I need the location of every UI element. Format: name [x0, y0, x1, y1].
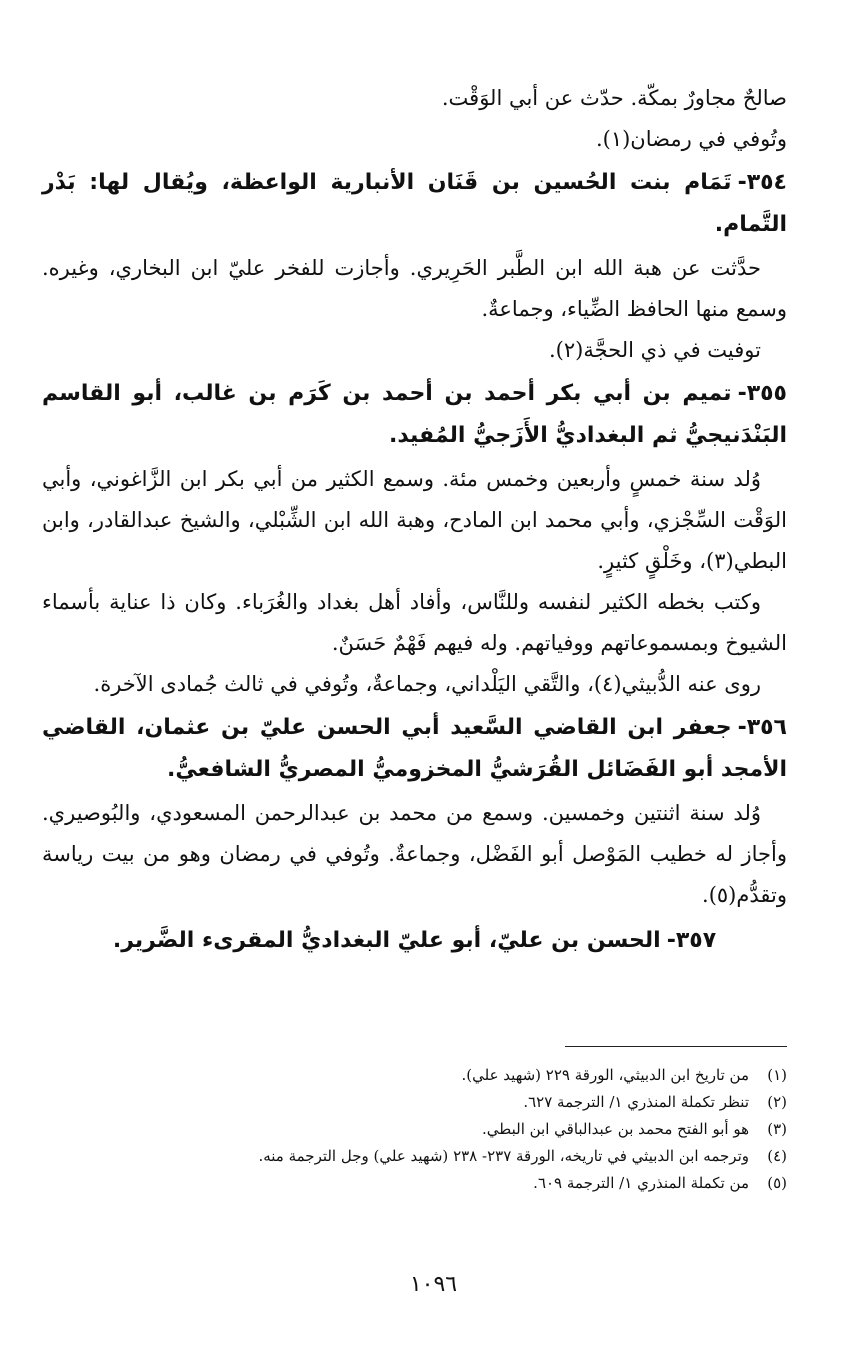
footnote-number: (٥) — [767, 1174, 787, 1192]
footnote — [42, 1062, 787, 1089]
paragraph: وتُوفي في رمضان(١). — [595, 127, 787, 151]
entry-heading-text: تميم بن أبي بكر أحمد بن أحمد بن كَرَم بن غالب، أبو القاسم البَنْدَنيجيُّ ثم البغداديُّ الأَزَجيُّ المُفيد. — [42, 381, 787, 448]
paragraph: روى عنه الدُّبيثي(٤)، والتَّقي اليَلْداني، وجماعةٌ، وتُوفي في ثالث جُمادى الآخرة. — [93, 672, 761, 696]
paragraph: وُلد سنة اثنتين وخمسين. وسمع من محمد بن عبدالرحمن المسعودي، والبُوصيري. وأجاز له خطيب المَوْصل أبو الفَضْل، وجماعةٌ. وتُوفي في رمضان وهو من بيت رياسة وتقدُّم(٥). — [42, 801, 787, 907]
entry-heading — [42, 373, 787, 457]
footnotes — [42, 1062, 787, 1197]
footnote-number: (٣) — [767, 1120, 787, 1138]
paragraph: توفيت في ذي الحجَّة(٢). — [549, 338, 761, 362]
footnote — [42, 1170, 787, 1197]
footnote-text: من تكملة المنذري ١/ الترجمة ٦٠٩. — [533, 1174, 749, 1192]
entry-number: ٣٥٦- — [737, 715, 787, 740]
entry-heading — [42, 707, 787, 791]
footnote-text: من تاريخ ابن الدبيثي، الورقة ٢٢٩ (شهيد علي). — [461, 1066, 749, 1084]
entry-heading-text: جعفر ابن القاضي السَّعيد أبي الحسن عليّ بن عثمان، القاضي الأمجد أبو الفَضَائل القُرَشيُّ المخزوميُّ المصريُّ الشافعيُّ. — [42, 715, 787, 782]
footnote-text: تنظر تكملة المنذري ١/ الترجمة ٦٢٧. — [523, 1093, 749, 1111]
entry-number: ٣٥٧- — [666, 928, 717, 953]
entry-heading — [42, 162, 787, 246]
paragraph: وُلد سنة خمسٍ وأربعين وخمس مئة. وسمع الكثير من أبي بكر ابن الزَّاغوني، وأبي الوَقْت السِّجْزي، وأبي محمد ابن المادح، وهبة الله ابن الشِّبْلي، والشيخ عبدالقادر، وابن البطي(٣)، وخَلْقٍ كثيرٍ. — [42, 467, 787, 573]
paragraph: وكتب بخطه الكثير لنفسه وللنَّاس، وأفاد أهل بغداد والغُرَباء. وكان ذا عناية بأسماء الشيوخ وبمسموعاتهم ووفياتهم. وله فيهم فَهْمٌ حَسَنٌ. — [42, 590, 787, 655]
footnote-text: وترجمه ابن الدبيثي في تاريخه، الورقة ٢٣٧- ٢٣٨ (شهيد علي) وجل الترجمة منه. — [258, 1147, 749, 1165]
footnote-separator — [565, 1046, 787, 1047]
entry-heading — [42, 920, 787, 962]
paragraph: حدَّثت عن هبة الله ابن الطَّبر الحَرِيري. وأجازت للفخر عليّ ابن البخاري، وغيره. وسمع منها الحافظ الضِّياء، وجماعةٌ. — [42, 256, 787, 321]
footnote-number: (٢) — [767, 1093, 787, 1111]
entry-number: ٣٥٤- — [737, 170, 787, 195]
entry-number: ٣٥٥- — [737, 381, 787, 406]
footnote — [42, 1143, 787, 1170]
footnote-text: هو أبو الفتح محمد بن عبدالباقي ابن البطي. — [482, 1120, 749, 1138]
footnote — [42, 1089, 787, 1116]
entry-heading-text: تَمَام بنت الحُسين بن قَنَان الأنبارية الواعظة، ويُقال لها: بَدْر التَّمام. — [42, 170, 787, 237]
footnote-number: (١) — [767, 1066, 787, 1084]
paragraph: صالحٌ مجاورٌ بمكّة. حدّث عن أبي الوَقْت. — [441, 86, 787, 110]
page-number: ١٠٩٦ — [409, 1272, 458, 1297]
main-text — [42, 78, 787, 962]
entry-heading-text: الحسن بن عليّ، أبو عليّ البغداديُّ المقرىء الضَّرير. — [112, 928, 661, 953]
footnote — [42, 1116, 787, 1143]
footnote-number: (٤) — [767, 1147, 787, 1165]
